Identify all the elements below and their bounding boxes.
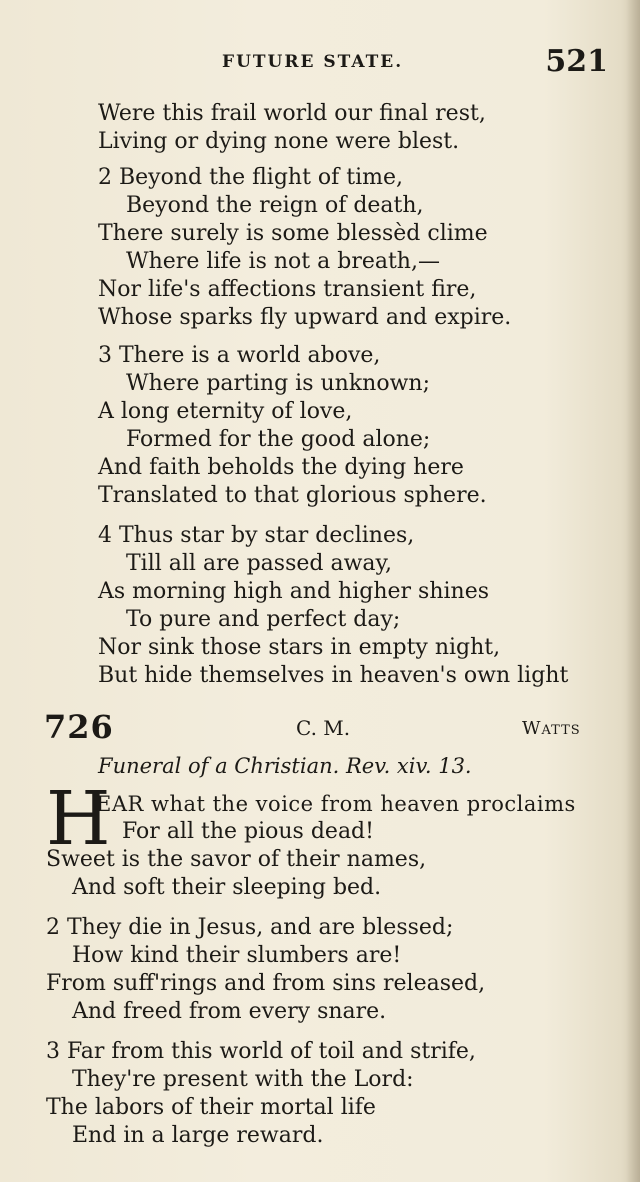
drop-cap: H: [46, 776, 111, 862]
verse-line: How kind their slumbers are!: [72, 943, 402, 968]
verse-line: Nor sink those stars in empty night,: [98, 635, 501, 660]
verse-line: Whose sparks fly upward and expire.: [98, 305, 512, 330]
verse-line: Where life is not a breath,—: [126, 249, 440, 274]
verse-line: The labors of their mortal life: [46, 1095, 376, 1120]
verse-line: Sweet is the savor of their names,: [46, 847, 427, 872]
verse-line: But hide themselves in heaven's own light: [98, 663, 569, 688]
hymn-number: 726: [44, 708, 114, 746]
verse-line: Living or dying none were blest.: [98, 129, 460, 154]
verse-line: Nor life's affections transient fire,: [98, 277, 477, 302]
verse-line: A long eternity of love,: [98, 399, 353, 424]
verse-line: Were this frail world our final rest,: [98, 101, 486, 126]
verse-line: 2 Beyond the flight of time,: [98, 165, 404, 190]
verse-line: To pure and perfect day;: [126, 607, 401, 632]
verse-line: 3 There is a world above,: [98, 343, 381, 368]
verse-line: From suff'rings and from sins released,: [46, 971, 486, 996]
page-number: 521: [545, 44, 608, 79]
verse-line: Beyond the reign of death,: [126, 193, 424, 218]
hymn-author: Watts: [522, 718, 581, 739]
verse-line: End in a large reward.: [72, 1123, 324, 1148]
verse-line: Formed for the good alone;: [126, 427, 431, 452]
verse-line: And freed from every snare.: [72, 999, 387, 1024]
verse-line: Translated to that glorious sphere.: [98, 483, 487, 508]
verse-line: There surely is some blessèd clime: [98, 221, 488, 246]
running-head: FUTURE STATE.: [222, 52, 404, 72]
verse-line: Where parting is unknown;: [126, 371, 430, 396]
hymn-subtitle: Funeral of a Christian. Rev. xiv. 13.: [98, 754, 472, 778]
hymn-first-line: EAR what the voice from heaven proclaims: [96, 792, 576, 816]
verse-line: They're present with the Lord:: [72, 1067, 414, 1092]
verse-line: Till all are passed away,: [126, 551, 393, 576]
verse-line: And faith beholds the dying here: [98, 455, 464, 480]
verse-line: 4 Thus star by star declines,: [98, 523, 415, 548]
verse-line: 3 Far from this world of toil and strife,: [46, 1039, 476, 1064]
verse-line: 2 They die in Jesus, and are blessed;: [46, 915, 454, 940]
verse-line: For all the pious dead!: [122, 819, 374, 844]
verse-line: And soft their sleeping bed.: [72, 875, 382, 900]
hymn-meter: C. M.: [296, 716, 351, 740]
verse-line: As morning high and higher shines: [98, 579, 490, 604]
page-edge-shadow: [626, 0, 640, 1182]
